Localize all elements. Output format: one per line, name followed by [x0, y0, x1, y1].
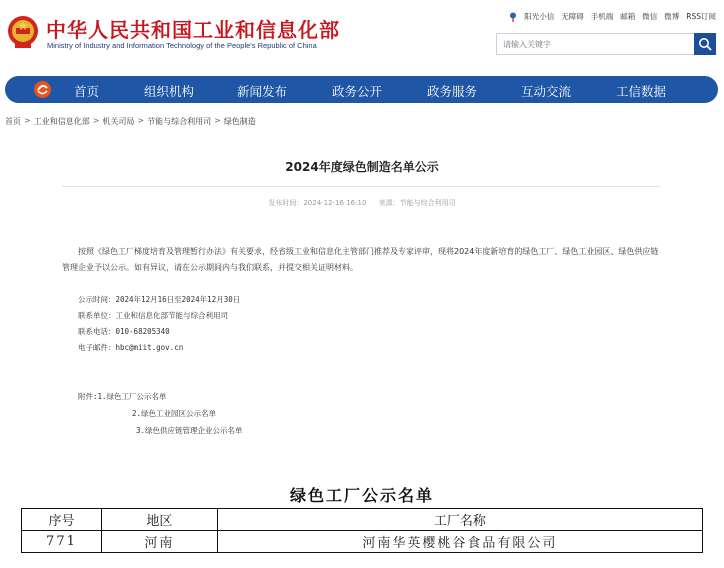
- publish-time: 发布时间：2024-12-16 16:10: [268, 199, 367, 207]
- article-source: 来源：节能与综合利用司: [378, 199, 456, 207]
- column-header-index: 序号: [22, 509, 102, 531]
- toplink-weibo[interactable]: 微博: [664, 12, 680, 21]
- document-table: [21, 508, 703, 553]
- column-header-factory: 工厂名称: [217, 509, 702, 531]
- breadcrumb-home[interactable]: 首页: [5, 117, 21, 126]
- search-button[interactable]: [694, 33, 716, 55]
- nav-gov-services[interactable]: 政务服务: [427, 84, 478, 99]
- nav-interaction[interactable]: 互动交流: [521, 84, 572, 99]
- breadcrumb: [5, 116, 256, 127]
- toplink-mail[interactable]: 邮箱: [620, 12, 636, 21]
- document-title: 绿色工厂公示名单: [289, 486, 434, 505]
- main-nav: [5, 76, 718, 103]
- breadcrumb-separator: >: [137, 116, 145, 125]
- toplink-wechat[interactable]: 微信: [642, 12, 658, 21]
- attachment-link-3[interactable]: 3.绿色供应链管理企业公示名单: [136, 426, 243, 435]
- breadcrumb-green-manufacturing[interactable]: 绿色制造: [223, 117, 256, 126]
- toplink-accessibility[interactable]: 无障碍: [561, 12, 584, 21]
- title-divider: [62, 186, 660, 187]
- table-row: [22, 531, 703, 553]
- info-email: 电子邮件：hbc@miit.gov.cn: [78, 343, 184, 352]
- site-header: [0, 0, 724, 70]
- breadcrumb-energy-dept[interactable]: 节能与综合利用司: [147, 117, 212, 126]
- breadcrumb-ministry[interactable]: 工业和信息化部: [33, 117, 90, 126]
- sunshine-icon: [509, 12, 517, 22]
- toplink-mobile[interactable]: 手机端: [590, 12, 614, 21]
- breadcrumb-departments[interactable]: 机关司局: [102, 117, 135, 126]
- attachment-link-2[interactable]: 2.绿色工业园区公示名单: [132, 409, 217, 418]
- toplink-rss[interactable]: RSS订阅: [686, 12, 716, 21]
- article-paragraph: 按照《绿色工厂梯度培育及管理暂行办法》有关要求，经省级工业和信息化主管部门推荐及专家评审，现将2024年度新培育的绿色工厂、绿色工业园区、绿色供应链管理企业予以公示。如有异议，请在公示期间内与我们联系，并提交相关证明材料。: [62, 247, 659, 272]
- search-icon: [698, 37, 712, 51]
- nav-organization[interactable]: 组织机构: [144, 84, 195, 99]
- search-box: [496, 33, 716, 55]
- national-emblem-icon[interactable]: [6, 13, 40, 51]
- table-header-row: [22, 509, 703, 531]
- home-logo-icon[interactable]: [33, 80, 52, 99]
- cell-index: 771: [22, 531, 102, 553]
- site-subtitle: Ministry of Industry and Information Technology of the People's Republic of China: [47, 41, 317, 50]
- cell-region: 河南: [101, 531, 217, 553]
- nav-home[interactable]: 首页: [74, 84, 100, 99]
- article-meta: [0, 198, 724, 208]
- nav-gov-affairs[interactable]: 政务公开: [332, 84, 383, 99]
- attachment-link-1[interactable]: 附件:1.绿色工厂公示名单: [78, 392, 167, 401]
- nav-news[interactable]: 新闻发布: [237, 84, 288, 99]
- column-header-region: 地区: [101, 509, 217, 531]
- info-period: 公示时间：2024年12月16日至2024年12月30日: [78, 295, 241, 304]
- cell-factory-name: 河南华英樱桃谷食品有限公司: [217, 531, 702, 553]
- breadcrumb-separator: >: [92, 116, 100, 125]
- breadcrumb-separator: >: [24, 116, 31, 125]
- top-links: [509, 11, 716, 22]
- info-contact-unit: 联系单位：工业和信息化部节能与综合利用司: [78, 311, 228, 320]
- search-input[interactable]: [497, 34, 693, 54]
- info-phone: 联系电话：010-68205340: [78, 327, 170, 336]
- article-title: 2024年度绿色制造名单公示: [285, 160, 439, 174]
- breadcrumb-separator: >: [214, 116, 221, 125]
- nav-data[interactable]: 工信数据: [616, 84, 667, 99]
- toplink-sunshine[interactable]: 阳光小信: [524, 12, 555, 21]
- site-title[interactable]: 中华人民共和国工业和信息化部: [46, 18, 340, 42]
